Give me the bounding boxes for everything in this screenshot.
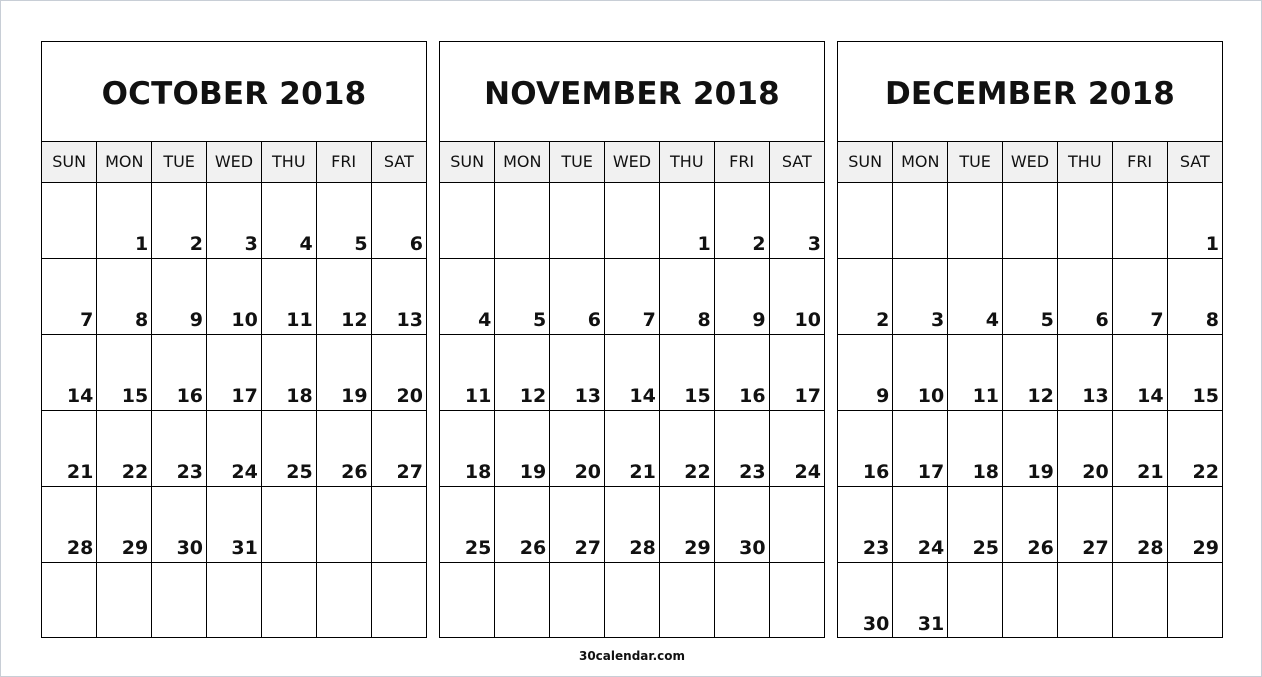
empty-day-cell xyxy=(605,562,660,638)
site-footer: 30calendar.com xyxy=(578,649,686,663)
empty-day-cell xyxy=(495,562,550,638)
weekday-label: FRI xyxy=(316,142,371,182)
weekday-label: THU xyxy=(261,142,316,182)
day-cell: 17 xyxy=(769,334,824,410)
empty-day-cell xyxy=(550,182,605,258)
weekday-label: SUN xyxy=(440,142,495,182)
day-cell: 15 xyxy=(659,334,714,410)
day-cell: 3 xyxy=(769,182,824,258)
empty-day-cell xyxy=(1057,182,1112,258)
week-row xyxy=(838,334,1222,410)
empty-day-cell xyxy=(1112,182,1167,258)
day-cell: 24 xyxy=(893,486,948,562)
day-cell: 5 xyxy=(1003,258,1058,334)
empty-day-cell xyxy=(316,486,371,562)
day-cell: 28 xyxy=(42,486,97,562)
day-cell: 5 xyxy=(495,258,550,334)
empty-day-cell xyxy=(97,562,152,638)
day-cell: 14 xyxy=(42,334,97,410)
week-row xyxy=(838,486,1222,562)
day-cell: 26 xyxy=(316,410,371,486)
day-cell: 1 xyxy=(97,182,152,258)
empty-day-cell xyxy=(1003,182,1058,258)
day-cell: 21 xyxy=(42,410,97,486)
day-cell: 14 xyxy=(1112,334,1167,410)
empty-day-cell xyxy=(769,562,824,638)
weekday-label: FRI xyxy=(1112,142,1167,182)
week-row xyxy=(440,182,824,258)
day-cell: 2 xyxy=(152,182,207,258)
day-cell: 13 xyxy=(1057,334,1112,410)
month-title: NOVEMBER 2018 xyxy=(440,42,824,142)
empty-day-cell xyxy=(1112,562,1167,638)
day-cell: 26 xyxy=(1003,486,1058,562)
day-cell: 14 xyxy=(605,334,660,410)
day-cell: 16 xyxy=(152,334,207,410)
empty-day-cell xyxy=(371,562,426,638)
day-cell: 18 xyxy=(440,410,495,486)
week-row xyxy=(42,562,426,638)
day-cell: 31 xyxy=(207,486,262,562)
empty-day-cell xyxy=(42,562,97,638)
day-cell: 6 xyxy=(1057,258,1112,334)
empty-day-cell xyxy=(1003,562,1058,638)
empty-day-cell xyxy=(605,182,660,258)
week-row xyxy=(440,410,824,486)
day-cell: 16 xyxy=(838,410,893,486)
day-cell: 13 xyxy=(550,334,605,410)
day-cell: 18 xyxy=(948,410,1003,486)
day-cell: 22 xyxy=(659,410,714,486)
day-cell: 23 xyxy=(152,410,207,486)
month-calendar-november xyxy=(439,41,825,638)
day-cell: 7 xyxy=(605,258,660,334)
day-cell: 1 xyxy=(659,182,714,258)
empty-day-cell xyxy=(42,182,97,258)
weekday-label: TUE xyxy=(152,142,207,182)
day-cell: 3 xyxy=(207,182,262,258)
day-cell: 30 xyxy=(152,486,207,562)
empty-day-cell xyxy=(948,562,1003,638)
week-row xyxy=(42,182,426,258)
empty-day-cell xyxy=(371,486,426,562)
weekday-label: SUN xyxy=(42,142,97,182)
empty-day-cell xyxy=(893,182,948,258)
week-row xyxy=(42,258,426,334)
weekday-label: MON xyxy=(495,142,550,182)
day-cell: 15 xyxy=(1167,334,1222,410)
day-cell: 1 xyxy=(1167,182,1222,258)
day-cell: 8 xyxy=(1167,258,1222,334)
day-cell: 25 xyxy=(440,486,495,562)
day-cell: 30 xyxy=(714,486,769,562)
week-row xyxy=(838,182,1222,258)
month-calendar-october xyxy=(41,41,427,638)
empty-day-cell xyxy=(769,486,824,562)
weekday-label: MON xyxy=(97,142,152,182)
day-cell: 18 xyxy=(261,334,316,410)
day-cell: 19 xyxy=(316,334,371,410)
month-title: DECEMBER 2018 xyxy=(838,42,1222,142)
day-cell: 21 xyxy=(1112,410,1167,486)
weekday-label: THU xyxy=(1057,142,1112,182)
weekday-label: SAT xyxy=(1167,142,1222,182)
day-cell: 24 xyxy=(769,410,824,486)
weekday-label: MON xyxy=(893,142,948,182)
day-cell: 11 xyxy=(948,334,1003,410)
day-cell: 7 xyxy=(42,258,97,334)
day-cell: 9 xyxy=(714,258,769,334)
empty-day-cell xyxy=(261,486,316,562)
weekday-label: WED xyxy=(605,142,660,182)
day-cell: 24 xyxy=(207,410,262,486)
week-row xyxy=(42,334,426,410)
weekday-header-row xyxy=(42,142,426,182)
empty-day-cell xyxy=(316,562,371,638)
week-row xyxy=(838,562,1222,638)
month-grid xyxy=(440,142,824,638)
empty-day-cell xyxy=(550,562,605,638)
week-row xyxy=(440,258,824,334)
day-cell: 23 xyxy=(714,410,769,486)
day-cell: 6 xyxy=(550,258,605,334)
day-cell: 8 xyxy=(97,258,152,334)
empty-day-cell xyxy=(948,182,1003,258)
week-row xyxy=(440,486,824,562)
day-cell: 2 xyxy=(838,258,893,334)
day-cell: 19 xyxy=(495,410,550,486)
day-cell: 23 xyxy=(838,486,893,562)
empty-day-cell xyxy=(152,562,207,638)
day-cell: 17 xyxy=(207,334,262,410)
calendar-months xyxy=(41,41,1224,639)
empty-day-cell xyxy=(495,182,550,258)
empty-day-cell xyxy=(838,182,893,258)
empty-day-cell xyxy=(261,562,316,638)
week-row xyxy=(838,410,1222,486)
day-cell: 10 xyxy=(207,258,262,334)
day-cell: 15 xyxy=(97,334,152,410)
day-cell: 27 xyxy=(1057,486,1112,562)
day-cell: 5 xyxy=(316,182,371,258)
day-cell: 22 xyxy=(1167,410,1222,486)
weekday-label: TUE xyxy=(948,142,1003,182)
empty-day-cell xyxy=(1167,562,1222,638)
day-cell: 19 xyxy=(1003,410,1058,486)
day-cell: 17 xyxy=(893,410,948,486)
empty-day-cell xyxy=(714,562,769,638)
empty-day-cell xyxy=(440,182,495,258)
day-cell: 31 xyxy=(893,562,948,638)
day-cell: 29 xyxy=(97,486,152,562)
day-cell: 9 xyxy=(152,258,207,334)
day-cell: 11 xyxy=(261,258,316,334)
weekday-label: WED xyxy=(1003,142,1058,182)
day-cell: 29 xyxy=(1167,486,1222,562)
week-row xyxy=(42,410,426,486)
day-cell: 2 xyxy=(714,182,769,258)
day-cell: 12 xyxy=(495,334,550,410)
day-cell: 10 xyxy=(893,334,948,410)
weekday-label: FRI xyxy=(714,142,769,182)
weekday-label: SAT xyxy=(371,142,426,182)
day-cell: 16 xyxy=(714,334,769,410)
day-cell: 3 xyxy=(893,258,948,334)
empty-day-cell xyxy=(1057,562,1112,638)
day-cell: 11 xyxy=(440,334,495,410)
month-title: OCTOBER 2018 xyxy=(42,42,426,142)
month-grid xyxy=(42,142,426,638)
empty-day-cell xyxy=(440,562,495,638)
day-cell: 9 xyxy=(838,334,893,410)
day-cell: 27 xyxy=(550,486,605,562)
weekday-label: SUN xyxy=(838,142,893,182)
day-cell: 12 xyxy=(316,258,371,334)
week-row xyxy=(42,486,426,562)
day-cell: 29 xyxy=(659,486,714,562)
day-cell: 13 xyxy=(371,258,426,334)
day-cell: 25 xyxy=(948,486,1003,562)
day-cell: 21 xyxy=(605,410,660,486)
day-cell: 12 xyxy=(1003,334,1058,410)
weekday-label: SAT xyxy=(769,142,824,182)
day-cell: 7 xyxy=(1112,258,1167,334)
day-cell: 10 xyxy=(769,258,824,334)
day-cell: 4 xyxy=(261,182,316,258)
day-cell: 6 xyxy=(371,182,426,258)
day-cell: 20 xyxy=(371,334,426,410)
day-cell: 4 xyxy=(948,258,1003,334)
day-cell: 30 xyxy=(838,562,893,638)
day-cell: 20 xyxy=(1057,410,1112,486)
week-row xyxy=(838,258,1222,334)
weekday-label: TUE xyxy=(550,142,605,182)
week-row xyxy=(440,562,824,638)
month-calendar-december xyxy=(837,41,1223,638)
day-cell: 8 xyxy=(659,258,714,334)
weekday-label: THU xyxy=(659,142,714,182)
weekday-label: WED xyxy=(207,142,262,182)
empty-day-cell xyxy=(207,562,262,638)
day-cell: 22 xyxy=(97,410,152,486)
day-cell: 25 xyxy=(261,410,316,486)
day-cell: 27 xyxy=(371,410,426,486)
empty-day-cell xyxy=(659,562,714,638)
day-cell: 26 xyxy=(495,486,550,562)
month-grid xyxy=(838,142,1222,638)
weekday-header-row xyxy=(440,142,824,182)
day-cell: 28 xyxy=(605,486,660,562)
day-cell: 4 xyxy=(440,258,495,334)
week-row xyxy=(440,334,824,410)
weekday-header-row xyxy=(838,142,1222,182)
day-cell: 28 xyxy=(1112,486,1167,562)
day-cell: 20 xyxy=(550,410,605,486)
